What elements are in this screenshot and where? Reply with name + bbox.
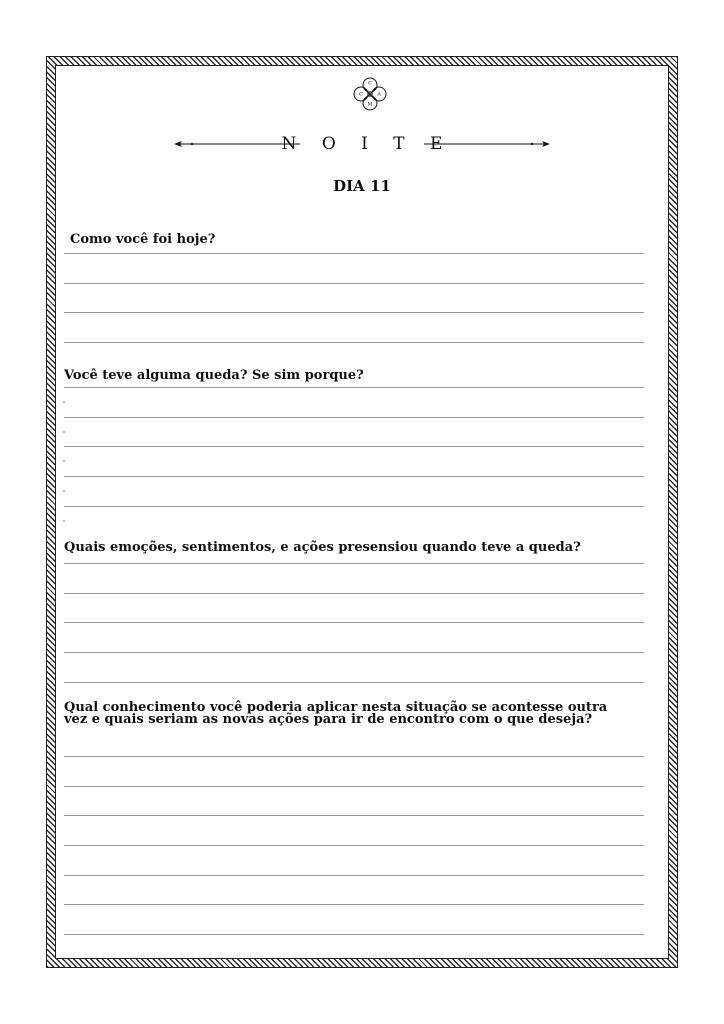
answer-line bbox=[64, 387, 644, 388]
monogram-letter-bottom: M bbox=[367, 101, 373, 108]
margin-dot bbox=[63, 431, 65, 433]
title-row bbox=[170, 130, 554, 158]
answer-line bbox=[64, 845, 644, 846]
monogram-letter-top: C bbox=[368, 80, 372, 87]
answer-line bbox=[64, 934, 644, 935]
answer-line bbox=[64, 622, 644, 623]
page-title: N O I T E bbox=[281, 134, 453, 154]
answer-line bbox=[64, 476, 644, 477]
answer-line bbox=[64, 682, 644, 683]
margin-dot bbox=[63, 460, 65, 462]
monogram-letter-left: C bbox=[359, 91, 363, 98]
question-3: Quais emoções, sentimentos, e ações presensiou quando teve a queda? bbox=[64, 540, 581, 555]
answer-line bbox=[64, 283, 644, 284]
page-panel bbox=[55, 65, 669, 959]
margin-dot bbox=[63, 490, 65, 492]
question-4: Qual conhecimento você poderia aplicar nesta situação se acontesse outra vez e quais seriam as novas ações para ir de encontro com o que deseja? bbox=[64, 700, 608, 727]
answer-line bbox=[64, 253, 644, 254]
answer-line bbox=[64, 593, 644, 594]
answer-line bbox=[64, 312, 644, 313]
answer-line bbox=[64, 652, 644, 653]
answer-line bbox=[64, 815, 644, 816]
answer-line bbox=[64, 875, 644, 876]
answer-line bbox=[64, 904, 644, 905]
answer-line bbox=[64, 417, 644, 418]
day-label: DIA 11 bbox=[333, 177, 391, 195]
answer-line bbox=[64, 563, 644, 564]
question-1: Como você foi hoje? bbox=[70, 232, 216, 247]
margin-dot bbox=[63, 401, 65, 403]
answer-line bbox=[64, 506, 644, 507]
answer-line bbox=[64, 756, 644, 757]
question-2: Você teve alguma queda? Se sim porque? bbox=[64, 368, 364, 383]
monogram-logo bbox=[350, 74, 390, 114]
answer-line bbox=[64, 786, 644, 787]
monogram-letter-right: A bbox=[377, 91, 381, 98]
margin-dot bbox=[63, 520, 65, 522]
answer-line bbox=[64, 446, 644, 447]
answer-line bbox=[64, 342, 644, 343]
